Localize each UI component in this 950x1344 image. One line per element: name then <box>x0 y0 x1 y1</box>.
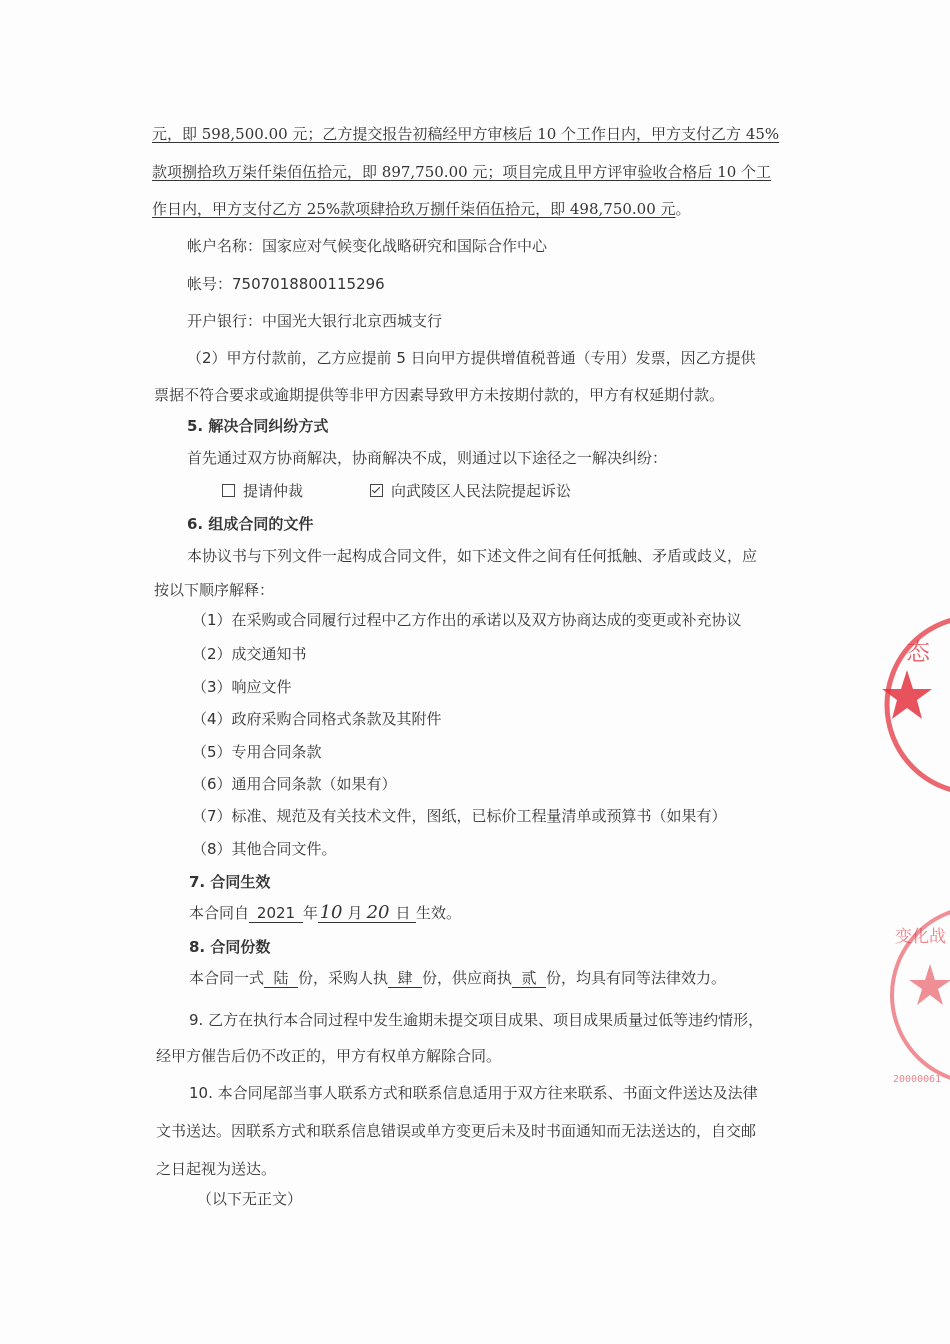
account-name: 帐户名称：国家应对气候变化战略研究和国际合作中心 <box>187 237 548 255</box>
payment-line-3-end: 。 <box>675 200 691 218</box>
effective-month: 10 <box>319 902 343 923</box>
checkbox-unchecked-icon <box>222 484 235 497</box>
clause10-line-3: 之日起视为送达。 <box>156 1160 277 1178</box>
effective-suffix: 生效。 <box>416 904 462 922</box>
document-item: （4）政府采购合同格式条款及其附件 <box>192 710 442 728</box>
copies-text-1: 本合同一式 <box>189 969 265 987</box>
effective-day: 20 <box>366 902 390 923</box>
copies-buyer: 肆 <box>388 969 422 988</box>
seal-chars: 变化战 <box>895 927 946 947</box>
effective-year-unit: 年 <box>303 904 319 922</box>
dispute-text: 首先通过双方协商解决，协商解决不成，则通过以下途径之一解决纠纷： <box>187 449 668 467</box>
account-number: 帐号：7507018800115296 <box>187 275 385 293</box>
payment-line-1: 元，即 598,500.00 元；乙方提交报告初稿经甲方审核后 10 个工作日内，甲方支付乙方 45% <box>152 125 780 143</box>
copies-text-2: 份，采购人执 <box>298 969 389 987</box>
payment-line-3-text: 作日内，甲方支付乙方 25%款项肆拾玖万捌仟柒佰伍拾元，即 498,750.00 元 <box>152 200 676 218</box>
copies-heading: 8. 合同份数 <box>189 938 271 956</box>
effective-heading: 7. 合同生效 <box>189 873 271 891</box>
effective-month-unit: 月 <box>344 904 366 923</box>
dispute-option-arbitration <box>222 481 303 501</box>
document-item: （8）其他合同文件。 <box>192 840 337 858</box>
effective-prefix: 本合同自 <box>189 904 250 922</box>
clause10-line-1: 10. 本合同尾部当事人联系方式和联系信息适用于双方往来联系、书面文件送达及法律 <box>189 1084 758 1102</box>
payment-line-3 <box>152 199 691 219</box>
account-bank: 开户银行：中国光大银行北京西城支行 <box>187 312 443 330</box>
copies-supplier: 贰 <box>512 969 546 988</box>
document-item: （7）标准、规范及有关技术文件，图纸，已标价工程量清单或预算书（如果有） <box>192 807 727 825</box>
copies-line <box>189 968 726 988</box>
effective-year: 2021 <box>249 904 303 923</box>
seal-char: 态 <box>906 638 930 666</box>
end-note: （以下无正文） <box>197 1190 303 1208</box>
checkbox-checked-icon <box>370 484 383 497</box>
effective-date-line <box>189 903 461 923</box>
red-seal-bottom <box>885 900 950 1100</box>
effective-day-unit: 日 <box>390 904 416 923</box>
seal-star-icon <box>909 964 950 1005</box>
invoice-line-1: （2）甲方付款前，乙方应提前 5 日向甲方提供增值税普通（专用）发票，因乙方提供 <box>187 349 756 367</box>
dispute-option-2-label: 向武陵区人民法院提起诉讼 <box>391 482 572 500</box>
document-item: （3）响应文件 <box>192 678 292 696</box>
dispute-heading: 5. 解决合同纠纷方式 <box>187 417 329 435</box>
document-item: （2）成交通知书 <box>192 645 307 663</box>
seal-digits: 20000061 <box>893 1074 942 1085</box>
documents-heading: 6. 组成合同的文件 <box>187 515 314 533</box>
red-seal-top <box>880 610 950 810</box>
dispute-option-1-label: 提请仲裁 <box>243 482 304 500</box>
invoice-line-2: 票据不符合要求或逾期提供等非甲方因素导致甲方未按期付款的，甲方有权延期付款。 <box>154 386 725 404</box>
document-item: （1）在采购或合同履行过程中乙方作出的承诺以及双方协商达成的变更或补充协议 <box>192 611 742 629</box>
dispute-option-court <box>370 481 571 501</box>
clause9-line-2: 经甲方催告后仍不改正的，甲方有权单方解除合同。 <box>156 1047 502 1065</box>
documents-line-2: 按以下顺序解释： <box>154 581 275 599</box>
clause10-line-2: 文书送达。因联系方式和联系信息错误或单方变更后未及时书面通知而无法送达的，自交邮 <box>156 1122 757 1140</box>
document-item: （5）专用合同条款 <box>192 743 322 761</box>
copies-text-4: 份，均具有同等法律效力。 <box>546 969 727 987</box>
copies-total: 陆 <box>264 969 298 988</box>
documents-line-1: 本协议书与下列文件一起构成合同文件，如下述文件之间有任何抵触、矛盾或歧义，应 <box>187 547 758 565</box>
payment-line-2: 款项捌拾玖万柒仟柒佰伍拾元，即 897,750.00 元；项目完成且甲方评审验收合格后 10 个工 <box>152 163 772 181</box>
clause9-line-1: 9. 乙方在执行本合同过程中发生逾期未提交项目成果、项目成果质量过低等违约情形， <box>189 1011 764 1029</box>
document-item: （6）通用合同条款（如果有） <box>192 775 397 793</box>
copies-text-3: 份，供应商执 <box>422 969 513 987</box>
